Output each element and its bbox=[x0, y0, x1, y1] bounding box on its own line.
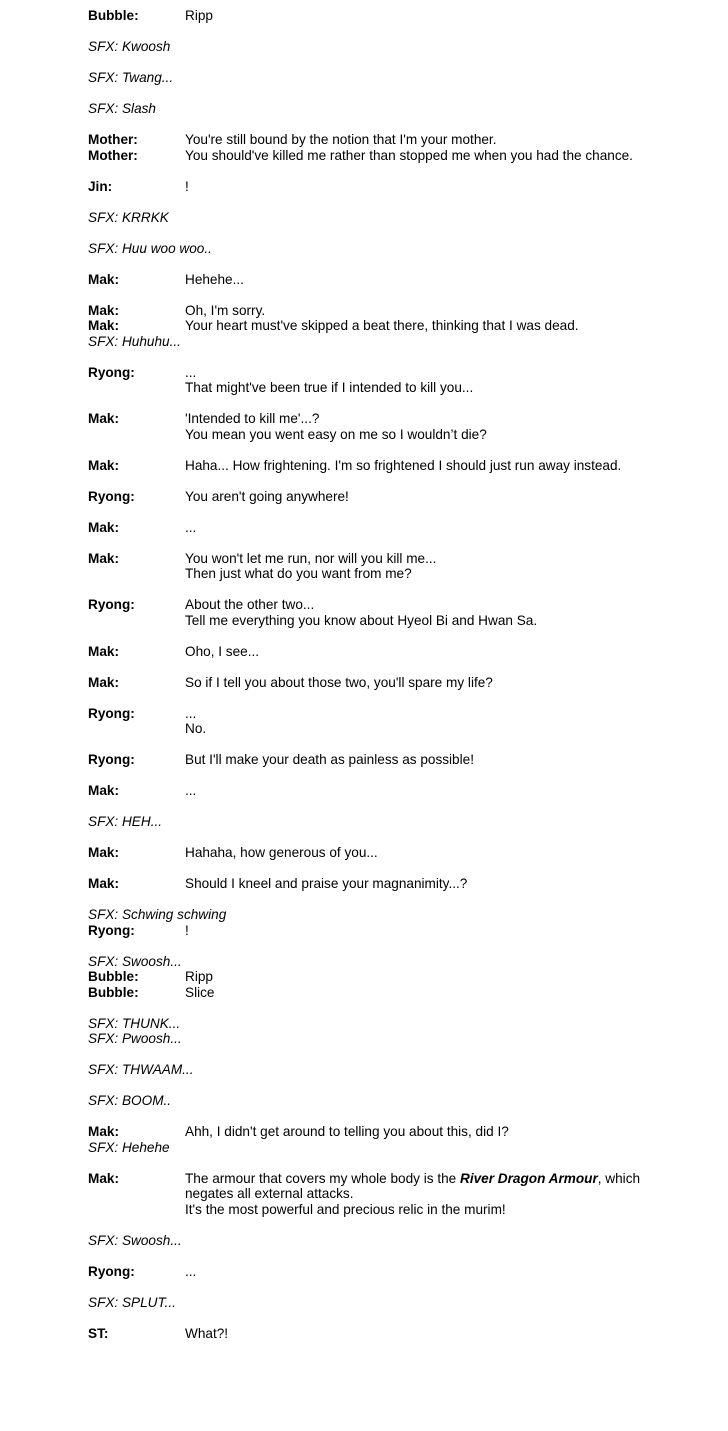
dialogue-text: Your heart must've skipped a beat there, thinking that I was dead. bbox=[185, 318, 579, 333]
dialogue-text: Slice bbox=[185, 984, 215, 1000]
dialogue-text: You mean you went easy on me so I wouldn’t die? bbox=[185, 426, 487, 442]
sound-effect: SFX: THWAAM... bbox=[88, 1062, 194, 1077]
dialogue-block bbox=[88, 907, 688, 938]
dialogue-text: Should I kneel and praise your magnanimity...? bbox=[185, 876, 468, 891]
speaker-label: Mak: bbox=[88, 845, 119, 860]
dialogue-line bbox=[88, 272, 688, 288]
dialogue-block bbox=[88, 8, 688, 24]
sfx-line bbox=[88, 241, 688, 257]
speaker-label: Mak: bbox=[88, 550, 119, 566]
sound-effect: SFX: Slash bbox=[88, 101, 156, 116]
dialogue-block bbox=[88, 1233, 688, 1249]
dialogue-text: ... bbox=[185, 783, 197, 798]
sound-effect: SFX: Huhuhu... bbox=[88, 333, 181, 349]
dialogue-block bbox=[88, 210, 688, 226]
dialogue-block bbox=[88, 706, 688, 737]
dialogue-block bbox=[88, 675, 688, 691]
dialogue-text: Hehehe... bbox=[185, 271, 244, 287]
dialogue-text: ... bbox=[185, 364, 197, 380]
dialogue-block bbox=[88, 70, 688, 86]
sfx-line bbox=[88, 210, 688, 226]
dialogue-block bbox=[88, 520, 688, 536]
sound-effect: SFX: HEH... bbox=[88, 814, 163, 829]
dialogue-text: Oho, I see... bbox=[185, 643, 260, 659]
dialogue-block bbox=[88, 644, 688, 660]
dialogue-block bbox=[88, 1171, 688, 1218]
speaker-label: Mak: bbox=[88, 411, 119, 426]
sound-effect: SFX: Schwing schwing bbox=[88, 907, 227, 922]
sfx-line bbox=[88, 954, 688, 970]
dialogue-text: So if I tell you about those two, you'll spare my life? bbox=[185, 674, 493, 690]
sfx-line bbox=[88, 1295, 688, 1311]
dialogue-line bbox=[88, 783, 688, 799]
dialogue-line bbox=[88, 303, 688, 319]
sfx-line bbox=[88, 1062, 688, 1078]
dialogue-line bbox=[88, 1264, 688, 1280]
speaker-label: Mak: bbox=[88, 1124, 119, 1139]
dialogue-line bbox=[88, 706, 688, 722]
dialogue-line bbox=[88, 380, 688, 396]
dialogue-line bbox=[88, 876, 688, 892]
sfx-line bbox=[88, 39, 688, 55]
dialogue-text: negates all external attacks. bbox=[185, 1186, 354, 1201]
dialogue-block bbox=[88, 489, 688, 505]
dialogue-block bbox=[88, 1124, 688, 1155]
dialogue-block bbox=[88, 132, 688, 163]
speaker-label: Bubble: bbox=[88, 984, 139, 1000]
dialogue-text: Hahaha, how generous of you... bbox=[185, 845, 378, 860]
sfx-line bbox=[88, 1093, 688, 1109]
dialogue-line bbox=[88, 923, 688, 939]
dialogue-line bbox=[88, 520, 688, 536]
emphasized-term: River Dragon Armour bbox=[460, 1170, 598, 1186]
speaker-label: Mak: bbox=[88, 674, 119, 690]
dialogue-text: ... bbox=[185, 519, 197, 535]
dialogue-line bbox=[88, 1202, 688, 1218]
dialogue-text: About the other two... bbox=[185, 597, 315, 612]
sfx-line bbox=[88, 814, 688, 830]
sfx-line bbox=[88, 1140, 688, 1156]
dialogue-line bbox=[88, 8, 688, 24]
dialogue-line bbox=[88, 985, 688, 1001]
dialogue-line bbox=[88, 458, 688, 474]
dialogue-text: You won't let me run, nor will you kill me... bbox=[185, 550, 437, 566]
dialogue-line bbox=[88, 969, 688, 985]
speaker-label: Mak: bbox=[88, 643, 119, 659]
sfx-line bbox=[88, 70, 688, 86]
speaker-label: Mak: bbox=[88, 519, 119, 535]
sound-effect: SFX: SPLUT... bbox=[88, 1294, 176, 1310]
dialogue-line bbox=[88, 489, 688, 505]
dialogue-line bbox=[88, 427, 688, 443]
dialogue-block bbox=[88, 101, 688, 117]
dialogue-block bbox=[88, 365, 688, 396]
speaker-label: Mak: bbox=[88, 302, 119, 318]
sfx-line bbox=[88, 907, 688, 923]
dialogue-line bbox=[88, 1124, 688, 1140]
dialogue-line bbox=[88, 675, 688, 691]
sound-effect: SFX: Pwoosh... bbox=[88, 1031, 182, 1046]
sfx-line bbox=[88, 334, 688, 350]
dialogue-text: Ripp bbox=[185, 8, 213, 23]
dialogue-block bbox=[88, 241, 688, 257]
dialogue-block bbox=[88, 1016, 688, 1047]
dialogue-line bbox=[88, 597, 688, 613]
dialogue-text: You should've killed me rather than stopped me when you had the chance. bbox=[185, 147, 633, 163]
dialogue-line bbox=[88, 1171, 688, 1187]
dialogue-block bbox=[88, 411, 688, 442]
speaker-label: Jin: bbox=[88, 178, 113, 194]
dialogue-text: You aren't going anywhere! bbox=[185, 488, 349, 504]
dialogue-block bbox=[88, 179, 688, 195]
dialogue-line bbox=[88, 411, 688, 427]
speaker-label: Mother: bbox=[88, 147, 138, 163]
dialogue-line bbox=[88, 644, 688, 660]
dialogue-line bbox=[88, 318, 688, 334]
speaker-label: Ryong: bbox=[88, 488, 135, 504]
sound-effect: SFX: Twang... bbox=[88, 70, 174, 85]
sound-effect: SFX: THUNK... bbox=[88, 1015, 181, 1031]
speaker-label: Mak: bbox=[88, 876, 119, 891]
speaker-label: ST: bbox=[88, 1325, 109, 1341]
dialogue-block bbox=[88, 551, 688, 582]
dialogue-text: Haha... How frightening. I'm so frightened I should just run away instead. bbox=[185, 457, 622, 473]
dialogue-text: Ripp bbox=[185, 969, 213, 984]
dialogue-block bbox=[88, 597, 688, 628]
dialogue-text: ... bbox=[185, 1263, 197, 1279]
dialogue-block bbox=[88, 39, 688, 55]
dialogue-block bbox=[88, 845, 688, 861]
dialogue-line bbox=[88, 365, 688, 381]
sound-effect: SFX: Hehehe bbox=[88, 1139, 170, 1155]
sfx-line bbox=[88, 1016, 688, 1032]
dialogue-block bbox=[88, 1295, 688, 1311]
dialogue-text-part: , which bbox=[597, 1170, 641, 1186]
sound-effect: SFX: KRRKK bbox=[88, 209, 169, 225]
dialogue-block bbox=[88, 1093, 688, 1109]
sfx-line bbox=[88, 1031, 688, 1047]
dialogue-block bbox=[88, 954, 688, 1001]
sound-effect: SFX: Swoosh... bbox=[88, 953, 182, 969]
dialogue-line bbox=[88, 1186, 688, 1202]
dialogue-block bbox=[88, 272, 688, 288]
dialogue-line bbox=[88, 132, 688, 148]
dialogue-block bbox=[88, 303, 688, 350]
dialogue-block bbox=[88, 458, 688, 474]
dialogue-block bbox=[88, 814, 688, 830]
dialogue-text: It's the most powerful and precious relic in the murim! bbox=[185, 1201, 506, 1217]
dialogue-text: What?! bbox=[185, 1325, 229, 1341]
sfx-line bbox=[88, 101, 688, 117]
dialogue-line bbox=[88, 551, 688, 567]
dialogue-line bbox=[88, 179, 688, 195]
speaker-label: Ryong: bbox=[88, 597, 135, 612]
dialogue-block bbox=[88, 1264, 688, 1280]
dialogue-text: ! bbox=[185, 922, 189, 938]
dialogue-text: ... bbox=[185, 705, 197, 721]
dialogue-line bbox=[88, 1326, 688, 1342]
dialogue-block bbox=[88, 1062, 688, 1078]
speaker-label: Ryong: bbox=[88, 364, 135, 380]
speaker-label: Ryong: bbox=[88, 752, 135, 767]
dialogue-text: Ahh, I didn't get around to telling you about this, did I? bbox=[185, 1124, 509, 1139]
dialogue-line bbox=[88, 721, 688, 737]
script-transcript bbox=[88, 8, 688, 1357]
sound-effect: SFX: BOOM.. bbox=[88, 1093, 172, 1108]
dialogue-line bbox=[88, 613, 688, 629]
dialogue-line bbox=[88, 845, 688, 861]
dialogue-block bbox=[88, 783, 688, 799]
dialogue-text: Tell me everything you know about Hyeol Bi and Hwan Sa. bbox=[185, 612, 538, 628]
speaker-label: Mother: bbox=[88, 132, 138, 147]
dialogue-text-part: The armour that covers my whole body is the bbox=[185, 1170, 461, 1186]
dialogue-block bbox=[88, 1326, 688, 1342]
dialogue-text: ! bbox=[185, 178, 189, 194]
speaker-label: Mak: bbox=[88, 783, 119, 798]
speaker-label: Bubble: bbox=[88, 969, 139, 984]
dialogue-text: But I'll make your death as painless as possible! bbox=[185, 752, 474, 767]
dialogue-block bbox=[88, 752, 688, 768]
dialogue-line bbox=[88, 566, 688, 582]
speaker-label: Ryong: bbox=[88, 705, 135, 721]
dialogue-text: You're still bound by the notion that I'm your mother. bbox=[185, 132, 497, 147]
dialogue-line bbox=[88, 148, 688, 164]
dialogue-text: Then just what do you want from me? bbox=[185, 566, 412, 581]
dialogue-text bbox=[185, 1171, 640, 1187]
sound-effect: SFX: Swoosh... bbox=[88, 1232, 182, 1248]
sfx-line bbox=[88, 1233, 688, 1249]
speaker-label: Mak: bbox=[88, 1170, 119, 1186]
sound-effect: SFX: Huu woo woo.. bbox=[88, 240, 212, 256]
dialogue-text: Oh, I'm sorry. bbox=[185, 302, 266, 318]
speaker-label: Mak: bbox=[88, 271, 119, 287]
sound-effect: SFX: Kwoosh bbox=[88, 39, 171, 54]
speaker-label: Ryong: bbox=[88, 1263, 135, 1279]
dialogue-block bbox=[88, 876, 688, 892]
speaker-label: Mak: bbox=[88, 318, 119, 333]
speaker-label: Mak: bbox=[88, 457, 119, 473]
dialogue-text: No. bbox=[185, 721, 207, 736]
speaker-label: Bubble: bbox=[88, 8, 139, 23]
dialogue-text: That might've been true if I intended to kill you... bbox=[185, 380, 474, 395]
dialogue-line bbox=[88, 752, 688, 768]
dialogue-text: 'Intended to kill me'...? bbox=[185, 411, 320, 426]
speaker-label: Ryong: bbox=[88, 922, 135, 938]
